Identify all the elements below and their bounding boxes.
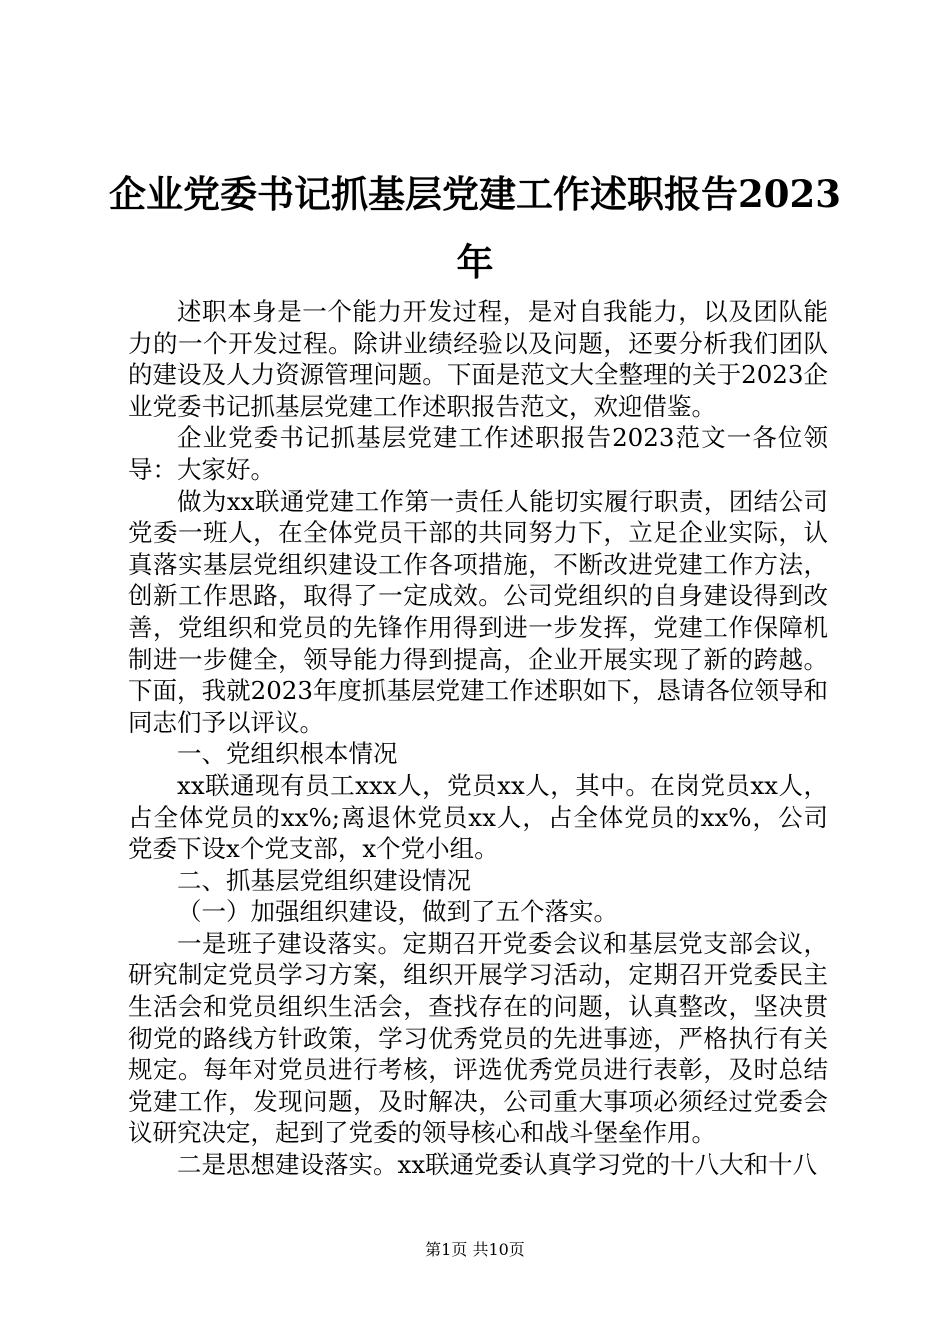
paragraph-ideology: 二是思想建设落实。xx联通党委认真学习党的十八大和十八 xyxy=(177,1150,818,1180)
document-title: 企业党委书记抓基层党建工作述职报告2023年 xyxy=(109,172,841,284)
section-heading-2: 二、抓基层党组织建设情况 xyxy=(177,865,471,895)
page-footer: 第1页 共10页 xyxy=(425,1240,525,1259)
paragraph-greeting: 企业党委书记抓基层党建工作述职报告2023范文一各位领导：大家好。 xyxy=(128,423,828,484)
paragraph-membership: xx联通现有员工xxx人，党员xx人，其中。在岗党员xx人，占全体党员的xx%;离退休党员xx人，占全体党员的xx%，公司党委下设x个党支部，x个党小组。 xyxy=(128,770,828,864)
paragraph-intro: 述职本身是一个能力开发过程，是对自我能力，以及团队能力的一个开发过程。除讲业绩经验以及问题，还要分析我们团队的建设及人力资源管理问题。下面是范文大全整理的关于2023企业党委书记抓基层党建工作述职报告范文，欢迎借鉴。 xyxy=(128,297,828,421)
paragraph-team-building: 一是班子建设落实。定期召开党委会议和基层党支部会议，研究制定党员学习方案，组织开展学习活动，定期召开党委民主生活会和党员组织生活会，查找存在的问题，认真整改，坚决贯彻党的路线方针政策，学习优秀党员的先进事迹，严格执行有关规定。每年对党员进行考核，评选优秀党员进行表彰，及时总结党建工作，发现问题，及时解决，公司重大事项必须经过党委会议研究决定，起到了党委的领导核心和战斗堡垒作用。 xyxy=(128,928,828,1148)
subsection-heading-1: （一）加强组织建设，做到了五个落实。 xyxy=(177,897,618,927)
paragraph-overview: 做为xx联通党建工作第一责任人能切实履行职责，团结公司党委一班人，在全体党员干部的共同努力下，立足企业实际，认真落实基层党组织建设工作各项措施，不断改进党建工作方法，创新工作思路，取得了一定成效。公司党组织的自身建设得到改善，党组织和党员的先锋作用得到进一步发挥，党建工作保障机制进一步健全，领导能力得到提高，企业开展实现了新的跨越。下面，我就2023年度抓基层党建工作述职如下，恳请各位领导和同志们予以评议。 xyxy=(128,486,828,737)
document-body xyxy=(128,296,828,1181)
section-heading-1: 一、党组织根本情况 xyxy=(177,739,398,769)
